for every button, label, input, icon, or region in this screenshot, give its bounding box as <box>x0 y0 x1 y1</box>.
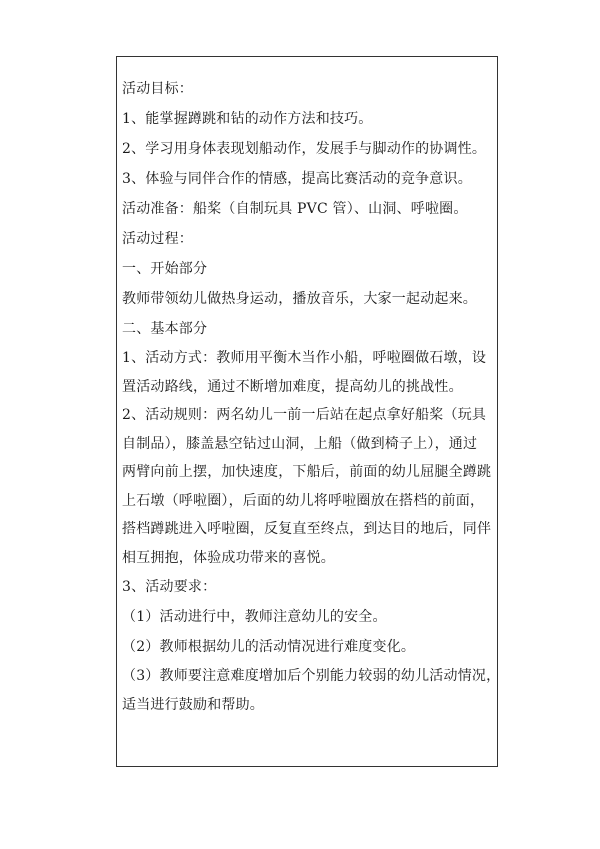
method-line-2: 置活动路线，通过不断增加难度，提高幼儿的挑战性。 <box>122 378 463 395</box>
rules-line-6: 相互拥抱，体验成功带来的喜悦。 <box>122 549 335 566</box>
requirement-2: （2）教师根据幼儿的活动情况进行难度变化。 <box>122 639 416 655</box>
lesson-plan-content <box>122 74 501 719</box>
heading-activity-goals: 活动目标： <box>122 81 193 97</box>
section-start: 一、开始部分 <box>122 261 208 277</box>
rules-line-3: 两臂向前上摆，加快速度，下船后，前面的幼儿屈腿全蹲跳 <box>122 464 492 480</box>
requirement-1: （1）活动进行中，教师注意幼儿的安全。 <box>122 609 387 625</box>
start-paragraph: 教师带领幼儿做热身运动，播放音乐，大家一起动起来。 <box>122 291 477 307</box>
rules-line-2: 自制品），膝盖悬空钻过山洞，上船（做到椅子上），通过 <box>122 435 478 452</box>
rules-line-5: 搭档蹲跳进入呼啦圈，反复直至终点，到达目的地后，同伴 <box>122 521 492 537</box>
rules-line-4: 上石墩（呼啦圈），后面的幼儿将呼啦圈放在搭档的前面， <box>122 492 485 509</box>
goal-item-3: 3、体验与同伴合作的情感，提高比赛活动的竞争意识。 <box>122 171 472 187</box>
goal-item-1: 1、能掌握蹲跳和钻的动作方法和技巧。 <box>122 111 373 127</box>
goal-item-2: 2、学习用身体表现划船动作，发展手与脚动作的协调性。 <box>122 141 487 157</box>
heading-activity-process: 活动过程： <box>122 231 193 247</box>
requirement-3-line-1: （3）教师要注意难度增加后个别能力较弱的幼儿活动情况， <box>122 668 501 684</box>
method-line-1: 1、活动方式：教师用平衡木当作小船，呼啦圈做石墩，设 <box>122 350 487 366</box>
requirement-3-line-2: 适当进行鼓励和帮助。 <box>122 696 264 713</box>
requirements-heading: 3、活动要求： <box>122 579 217 595</box>
section-basic: 二、基本部分 <box>122 321 208 337</box>
rules-line-1: 2、活动规则：两名幼儿一前一后站在起点拿好船桨（玩具 <box>122 407 487 423</box>
activity-preparation: 活动准备：船桨（自制玩具 PVC 管）、山洞、呼啦圈。 <box>122 201 468 217</box>
